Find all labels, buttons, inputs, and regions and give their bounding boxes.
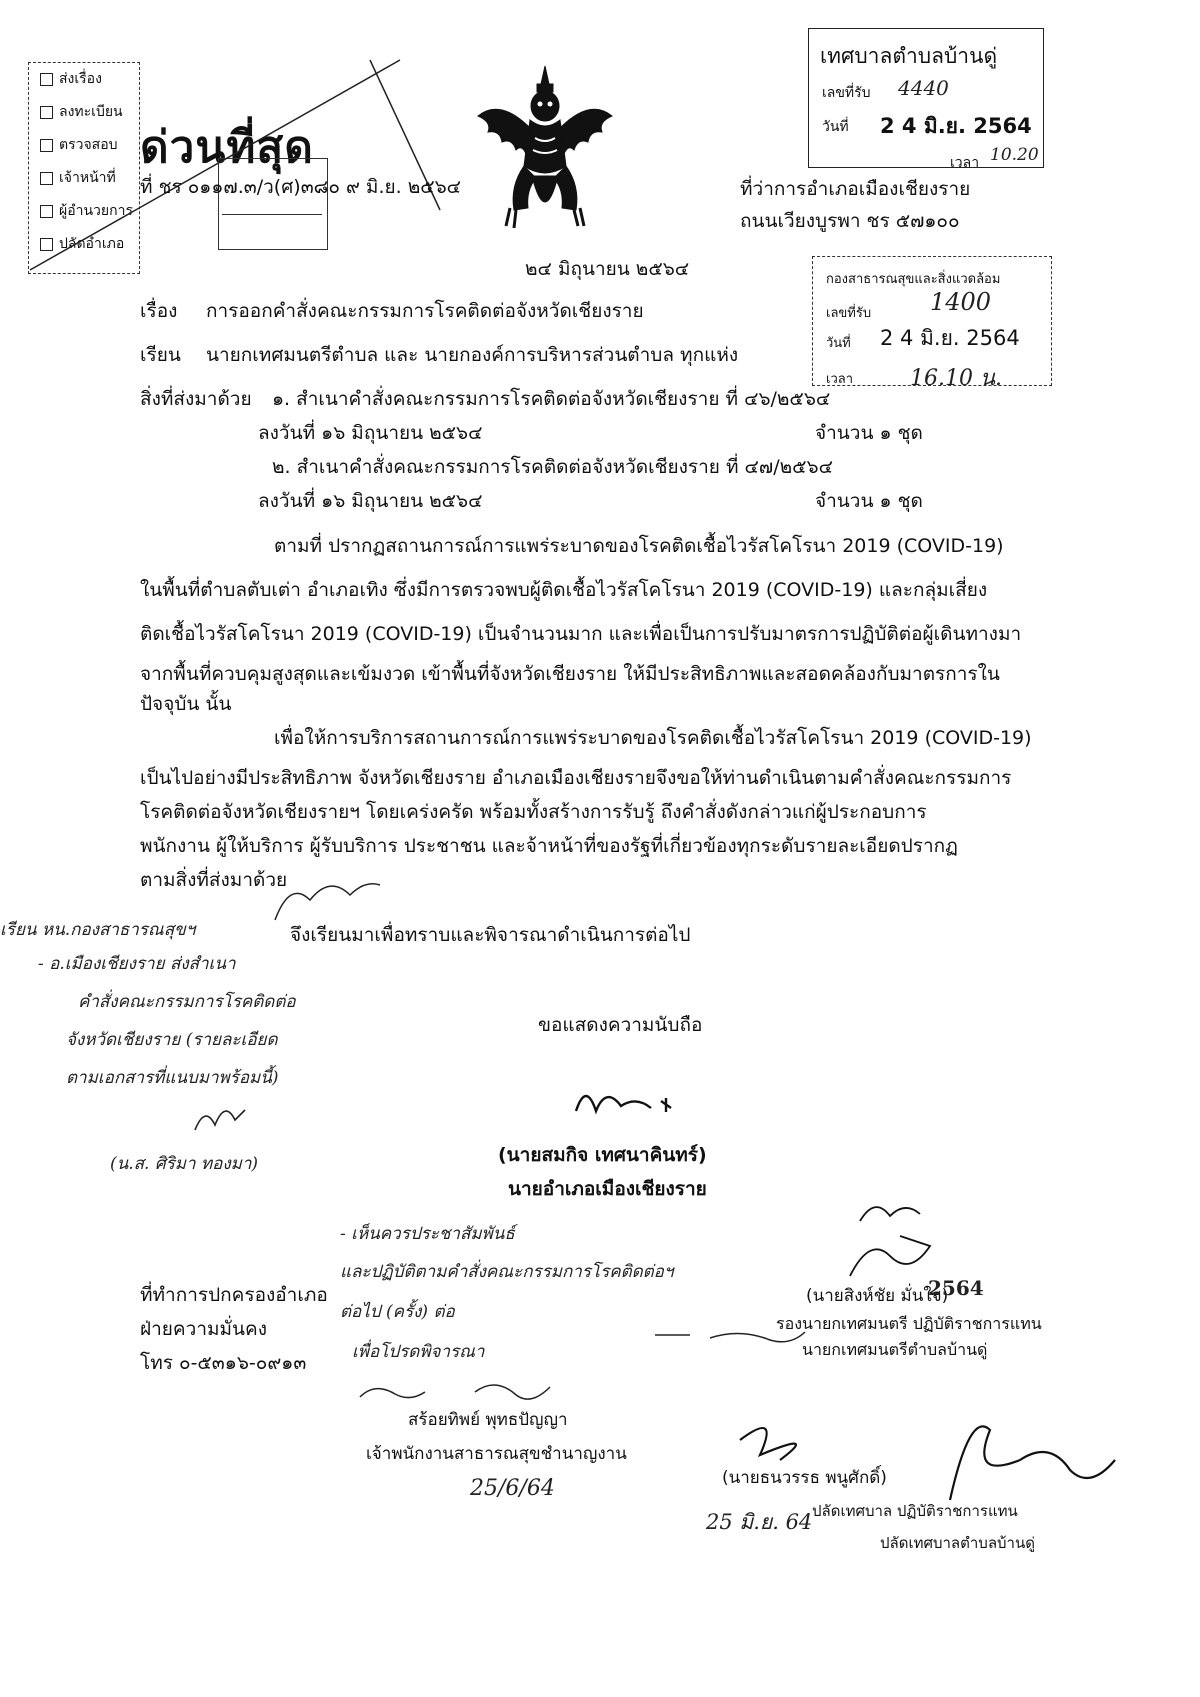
paragraph-2-line: เพื่อให้การบริการสถานการณ์การแพร่ระบาดของโรคติดเชื้อไวรัสโคโรนา 2019 (COVID-19) <box>274 727 1032 749</box>
deputy-mayor-title-2: นายกเทศมนตรีตำบลบ้านดู่ <box>802 1340 988 1359</box>
enclosure-1-title: ๑. สำเนาคำสั่งคณะกรรมการโรคติดต่อจังหวัดเชียงราย ที่ ๔๖/๒๕๖๔ <box>272 388 831 410</box>
pen-stroke <box>20 40 450 300</box>
enclosure-1-qty: จำนวน ๑ ชุด <box>815 422 923 444</box>
stamp-item: ส่งเรื่อง <box>40 68 140 101</box>
municipal-clerk-title-2: ปลัดเทศบาลตำบลบ้านดู่ <box>880 1534 1035 1552</box>
stamp2-date-label: วันที่ <box>826 336 851 351</box>
handwritten-note-line: เรียน หน.กองสาธารณสุขฯ <box>0 920 196 940</box>
municipal-clerk-name: (นายธนวรรธ พนูศักดิ์) <box>722 1468 887 1488</box>
handwritten-note-line: คำสั่งคณะกรรมการโรคติดต่อ <box>78 992 296 1012</box>
deputy-mayor-signature <box>840 1196 950 1286</box>
district-chief-signature <box>566 1076 686 1126</box>
enclosure-label: สิ่งที่ส่งมาด้วย <box>140 388 252 410</box>
office-line-2: ถนนเวียงบูรพา ชร ๕๗๑๐๐ <box>740 210 960 232</box>
middle-signer-name: สร้อยทิพย์ พุทธปัญญา <box>408 1410 568 1430</box>
enclosure-2-title: ๒. สำเนาคำสั่งคณะกรรมการโรคติดต่อจังหวัดเชียงราย ที่ ๔๗/๒๕๖๔ <box>272 456 833 478</box>
handwritten-note-line: จังหวัดเชียงราย (รายละเอียด <box>66 1030 278 1050</box>
stamp-title: เทศบาลตำบลบ้านดู่ <box>820 44 998 68</box>
stamp-time: 10.20 <box>990 145 1039 165</box>
municipal-clerk-date: 25 มิ.ย. 64 <box>706 1510 813 1534</box>
paragraph-1-line: จากพื้นที่ควบคุมสูงสุดและเข้มงวด เข้าพื้นที่จังหวัดเชียงราย ให้มีประสิทธิภาพและสอดคล้องกับมาตรการใน <box>140 663 1000 685</box>
footer-phone: โทร ๐-๕๓๑๖-๐๙๑๓ <box>140 1352 307 1374</box>
paragraph-1-line: ติดเชื้อไวรัสโคโรนา 2019 (COVID-19) เป็นจำนวนมาก และเพื่อเป็นการปรับมาตรการปฏิบัติต่อผู้เดินทางมา <box>140 623 1022 645</box>
stamp-item: ปลัดอำเภอ <box>40 233 140 266</box>
signer-title: นายอำเภอเมืองเชียงราย <box>508 1178 707 1200</box>
handwritten-initials <box>190 1100 250 1140</box>
stamp-item: ตรวจสอบ <box>40 134 140 167</box>
handwritten-comment-line: และปฏิบัติตามคำสั่งคณะกรรมการโรคติดต่อฯ <box>340 1262 674 1282</box>
stamp2-rec-no: 1400 <box>930 288 992 316</box>
handwritten-signatures-middle <box>355 1372 595 1412</box>
stamp-time-label: เวลา <box>950 155 980 171</box>
deputy-mayor-title-1: รองนายกเทศมนตรี ปฏิบัติราชการแทน <box>776 1314 1042 1333</box>
handwritten-comment-line: - เห็นควรประชาสัมพันธ์ <box>340 1224 515 1244</box>
middle-signer-title: เจ้าพนักงานสาธารณสุขชำนาญงาน <box>366 1444 627 1464</box>
paragraph-1-line: ปัจจุบัน นั้น <box>140 693 232 715</box>
document-date: ๒๔ มิถุนายน ๒๕๖๔ <box>525 258 690 280</box>
footer-dept: ที่ทำการปกครองอำเภอ <box>140 1284 328 1306</box>
stamp-item: เจ้าหน้าที่ <box>40 167 140 200</box>
paragraph-2-line: ตามสิ่งที่ส่งมาด้วย <box>140 869 288 891</box>
handwritten-comment-line: เพื่อโปรดพิจารณา <box>352 1342 485 1362</box>
handwritten-comment-line: ต่อไป (ครั้ง) ต่อ <box>340 1302 455 1322</box>
subject-label: เรื่อง <box>140 300 178 322</box>
enclosure-2-date: ลงวันที่ ๑๖ มิถุนายน ๒๕๖๔ <box>258 490 483 512</box>
handwritten-note-line: - อ.เมืองเชียงราย ส่งสำเนา <box>38 954 236 974</box>
office-line-1: ที่ว่าการอำเภอเมืองเชียงราย <box>740 178 971 200</box>
document-number: ที่ ชร ๐๑๑๗.๓/ว(ศ)๓๘๐ ๙ มิ.ย. ๒๕๖๔ <box>140 176 462 198</box>
to-label: เรียน <box>140 344 181 366</box>
stamp2-date: 2 4 มิ.ย. 2564 <box>880 326 1020 350</box>
stamp2-rec-no-label: เลขที่รับ <box>826 306 872 321</box>
handwritten-note-signer: (น.ส. ศิริมา ทองมา) <box>110 1154 259 1174</box>
stamp2-time-label: เวลา <box>826 372 854 387</box>
stamp-item: ผู้อำนวยการ <box>40 200 140 233</box>
stamp-item: ลงทะเบียน <box>40 101 140 134</box>
handwritten-scribble <box>270 870 390 930</box>
urgent-stamp: ด่วนที่สุด <box>140 122 314 173</box>
to-text: นายกเทศมนตรีตำบล และ นายกองค์การบริหารส่วนตำบล ทุกแห่ง <box>206 344 739 366</box>
stamp-rec-no-label: เลขที่รับ <box>822 85 871 101</box>
paragraph-1-line: ตามที่ ปรากฏสถานการณ์การแพร่ระบาดของโรคติดเชื้อไวรัสโคโรนา 2019 (COVID-19) <box>274 535 1004 557</box>
paragraph-2-line: โรคติดต่อจังหวัดเชียงรายฯ โดยเคร่งครัด พร้อมทั้งสร้างการรับรู้ ถึงคำสั่งดังกล่าวแก่ผู้ประกอบการ <box>140 801 927 823</box>
handwritten-note-line: ตามเอกสารที่แนบมาพร้อมนี้) <box>66 1068 279 1088</box>
paragraph-2-line: พนักงาน ผู้ให้บริการ ผู้รับบริการ ประชาชน และจ้าหน้าที่ของรัฐที่เกี่ยวข้องทุกระดับรายละเอียดปรากฏ <box>140 835 958 857</box>
paragraph-1-line: ในพื้นที่ตำบลตับเต่า อำเภอเทิง ซึ่งมีการตรวจพบผู้ติดเชื้อไวรัสโคโรนา 2019 (COVID-19) และกลุ่มเสี่ยง <box>140 579 988 601</box>
paragraph-2-line: เป็นไปอย่างมีประสิทธิภาพ จังหวัดเชียงราย อำเภอเมืองเชียงรายจึงขอให้ท่านดำเนินตามคำสั่งคณะกรรมการ <box>140 767 1012 789</box>
stamp-rec-no: 4440 <box>898 76 949 100</box>
middle-signer-date: 25/6/64 <box>470 1476 555 1501</box>
deputy-mayor-date: 2564 <box>928 1276 984 1300</box>
stamp2-time: 16.10 น. <box>910 366 1003 391</box>
closing-line: จึงเรียนมาเพื่อทราบและพิจารณาดำเนินการต่อไป <box>290 924 691 946</box>
enclosure-2-qty: จำนวน ๑ ชุด <box>815 490 923 512</box>
footer-section: ฝ่ายความมั่นคง <box>140 1318 268 1340</box>
regards: ขอแสดงความนับถือ <box>538 1014 703 1036</box>
stamp-date: 2 4 มิ.ย. 2564 <box>880 114 1032 138</box>
enclosure-1-date: ลงวันที่ ๑๖ มิถุนายน ๒๕๖๔ <box>258 422 483 444</box>
deputy-mayor-name: (นายสิงห์ชัย มั่นใจ) <box>806 1286 949 1306</box>
garuda-emblem <box>470 58 620 233</box>
stamp2-title: กองสาธารณสุขและสิ่งแวดล้อม <box>826 272 1001 287</box>
signer-name: (นายสมกิจ เทศนาคินทร์) <box>498 1144 707 1166</box>
municipal-clerk-title-1: ปลัดเทศบาล ปฏิบัติราชการแทน <box>812 1502 1018 1520</box>
stamp-date-label: วันที่ <box>822 119 849 135</box>
subject-text: การออกคำสั่งคณะกรรมการโรคติดต่อจังหวัดเชียงราย <box>206 300 644 322</box>
